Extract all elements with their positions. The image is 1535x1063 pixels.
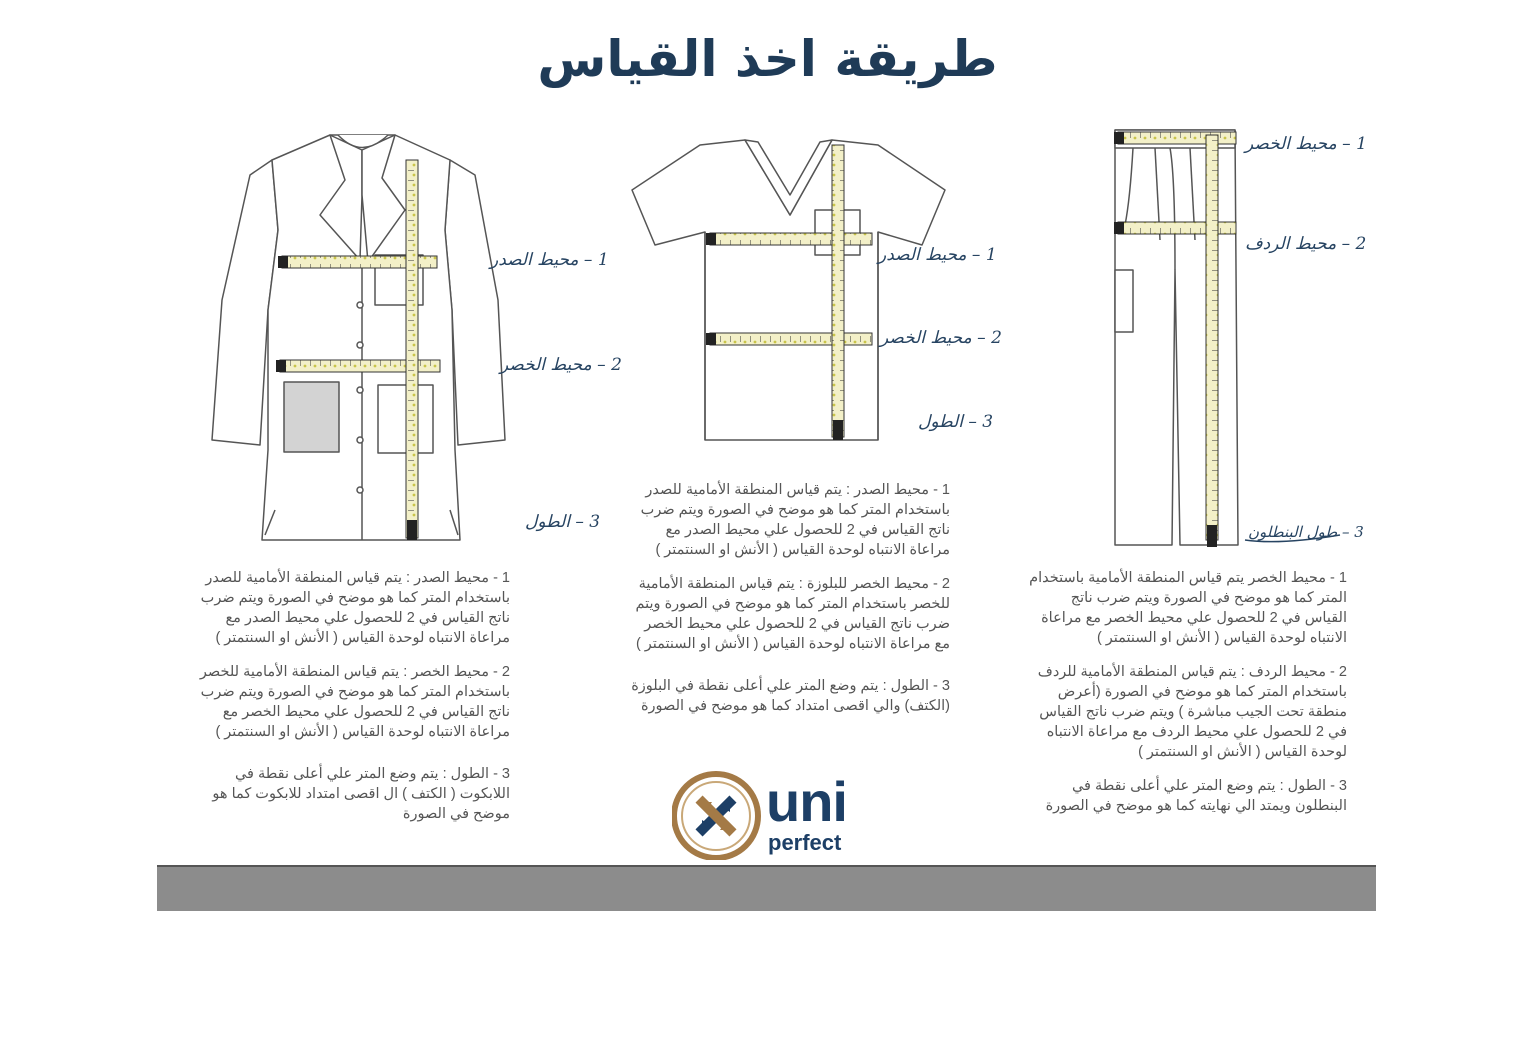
pants-instruction-2: 2 - محيط الردف : يتم قياس المنطقة الأمامية للردف باستخدام المتر كما هو موضح في الصورة (أعرض منطقة تحت الجيب مباشرة ) ويتم ضرب ناتج القياس في 2 للحصول علي محيط الردف مع مراعاة الانتباه لوحدة القياس ( الأنش او السنتمتر ): [1037, 664, 1347, 760]
pants-length-label: 3 – طول البنطلون: [1248, 523, 1364, 541]
coat-instruction-1: 1 - محيط الصدر : يتم قياس المنطقة الأمامية للصدر باستخدام المتر كما هو موضح في الصورة ويتم ضرب ناتج القياس في 2 للحصول علي محيط الصدر مع مراعاة الانتباه لوحدة القياس ( الأنش او السنتمتر ): [200, 570, 510, 646]
shirt-instruction-3: 3 - الطول : يتم وضع المتر علي أعلى نقطة في البلوزة (الكتف) والي اقصى امتداد كما هو موضح في الصورة: [631, 678, 950, 714]
scrub-pants-drawing: [1115, 130, 1238, 545]
pants-instructions: [1025, 568, 1347, 830]
brand-logo: [672, 770, 872, 865]
pants-hip-label: 2 – محيط الردف: [1245, 234, 1367, 254]
shirt-waist-label: 2 – محيط الخصر: [880, 328, 1002, 348]
shirt-length-label: 3 – الطول: [918, 412, 994, 432]
logo-wordmark: uni: [766, 770, 847, 833]
pants-waist-label: 1 – محيط الخصر: [1245, 134, 1367, 154]
logo-tagline: perfect: [768, 830, 842, 855]
coat-chest-label: 1 – محيط الصدر: [490, 250, 609, 270]
coat-waist-label: 2 – محيط الخصر: [500, 355, 622, 375]
coat-instruction-2: 2 - محيط الخصر : يتم قياس المنطقة الأمامية للخصر باستخدام المتر كما هو موضح في الصورة ويتم ضرب ناتج القياس في 2 للحصول علي محيط الخصر مع مراعاة الانتباه لوحدة القياس ( الأنش او السنتمتر ): [199, 664, 510, 740]
pants-instruction-3: 3 - الطول : يتم وضع المتر علي أعلى نقطة في البنطلون ويمتد الي نهايته كما هو موضح في الصورة: [1045, 778, 1347, 814]
shirt-instruction-2: 2 - محيط الخصر للبلوزة : يتم قياس المنطقة الأمامية للخصر باستخدام المتر كما هو موضح في الصورة ويتم ضرب ناتج القياس في 2 للحصول علي محيط الخصر مع مراعاة الانتباه لوحدة القياس ( الأنش او السنتمتر ): [635, 576, 950, 652]
logo-emblem-icon: [672, 770, 762, 860]
coat-length-label: 3 – الطول: [525, 512, 601, 532]
lab-coat-drawing: [212, 135, 505, 540]
footer-bar: [157, 865, 1376, 911]
coat-instructions: [190, 568, 510, 838]
shirt-instructions: [630, 480, 950, 730]
shirt-instruction-1: 1 - محيط الصدر : يتم قياس المنطقة الأمامية للصدر باستخدام المتر كما هو موضح في الصورة ويتم ضرب ناتج القياس في 2 للحصول علي محيط الصدر مع مراعاة الانتباه لوحدة القياس ( الأنش او السنتمتر ): [640, 482, 950, 558]
page-title: طريقة اخذ القياس: [537, 30, 998, 88]
shirt-chest-label: 1 – محيط الصدر: [878, 245, 997, 265]
coat-instruction-3: 3 - الطول : يتم وضع المتر علي أعلى نقطة في اللابكوت ( الكتف ) ال اقصى امتداد للابكوت كما هو موضح في الصورة: [212, 766, 510, 822]
pants-instruction-1: 1 - محيط الخصر يتم قياس المنطقة الأمامية باستخدام المتر كما هو موضح في الصورة ويتم ضرب ناتج القياس في 2 للحصول علي محيط الخصر مع مراعاة الانتباه لوحدة القياس ( الأنش او السنتمتر ): [1029, 570, 1347, 646]
scrub-top-drawing: [632, 140, 945, 440]
